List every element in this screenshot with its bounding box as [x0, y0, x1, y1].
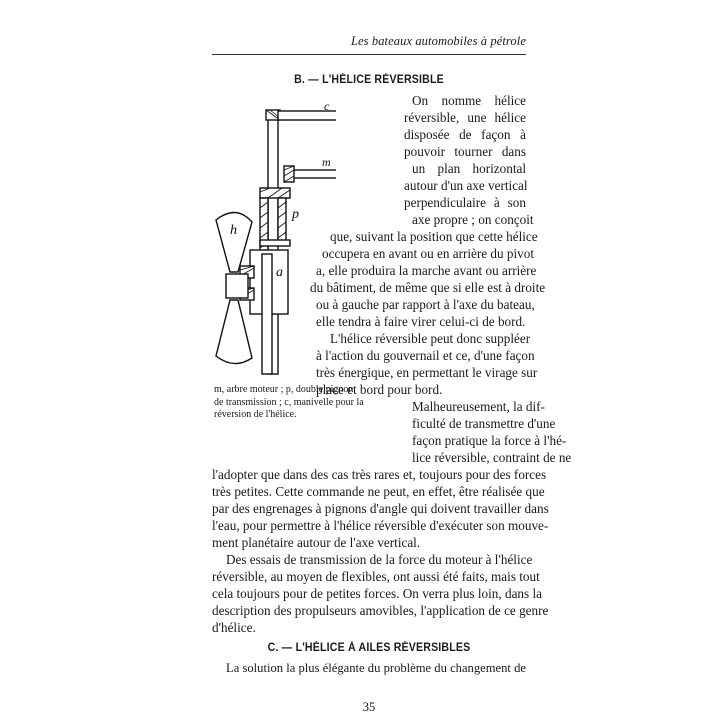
text-line: très énergique, en permettant le virage sur: [316, 365, 538, 380]
text-line: place et bord pour bord.: [316, 382, 443, 397]
figure-label-a: a: [276, 265, 283, 280]
text-line: du bâtiment, de même que si elle est à droite: [310, 280, 546, 295]
text-line: ficulté de transmettre d'une: [412, 416, 556, 431]
text-line: pouvoir tourner dans: [404, 144, 526, 159]
section-c-title: C. — L'HÉLICE À AILES RÉVERSIBLES: [267, 642, 471, 654]
caption-line: m, arbre moteur ; p, double pignon: [214, 384, 354, 395]
text-line: axe propre ; on conçoit: [412, 212, 534, 227]
text-line: ou à gauche par rapport à l'axe du bateau,: [316, 297, 535, 312]
text-line: d'hélice.: [212, 620, 256, 635]
text-line: façon pratique la force à l'hé-: [412, 433, 567, 448]
text-line: occupera en avant ou en arrière du pivot: [322, 246, 534, 261]
text-line: par des engrenages à pignons d'angle qui doivent travailler dans: [212, 501, 549, 516]
figure-caption: [214, 384, 414, 422]
caption-line: de transmission ; c, manivelle pour la: [214, 396, 364, 408]
text-line: l'eau, pour permettre à l'hélice réversible d'exécuter son mouve-: [212, 518, 549, 533]
running-head: Les bateaux automobiles à pétrole: [350, 34, 526, 48]
figure-label-p: p: [292, 207, 299, 222]
text-line: description des propulseurs amovibles, l'application de ce genre: [212, 603, 549, 618]
text-line: La solution la plus élégante du problème du changement de: [226, 661, 526, 675]
section-b-title: B. — L'HÉLICE RÉVERSIBLE: [294, 74, 444, 86]
text-line: ment planétaire autour de l'axe vertical.: [212, 535, 421, 550]
text-line: autour d'un axe vertical: [404, 178, 528, 193]
text-line: cela toujours pour de petites forces. On verra plus loin, dans la: [212, 586, 542, 601]
page-number: 35: [362, 700, 376, 714]
figure-label-m: m: [322, 155, 331, 169]
text-line: perpendiculaire à son: [404, 195, 526, 210]
reversible-propeller-figure: [212, 104, 336, 376]
text-line: L'hélice réversible peut donc suppléer: [330, 331, 531, 346]
text-line: à l'action du gouvernail et ce, d'une façon: [316, 348, 535, 363]
text-line: Malheureusement, la dif-: [412, 399, 545, 414]
text-line: a, elle produira la marche avant ou arrière: [316, 263, 537, 278]
text-line: un plan horizontal: [412, 161, 526, 176]
figure-label-c: c: [324, 104, 330, 113]
text-line: l'adopter que dans des cas très rares et, toujours pour des forces: [212, 467, 547, 482]
text-line: elle tendra à faire virer celui-ci de bord.: [316, 314, 526, 329]
text-line: que, suivant la position que cette hélice: [330, 229, 538, 244]
figure-label-h: h: [230, 223, 237, 238]
text-line: réversible, au moyen de flexibles, ont aussi été faits, mais tout: [212, 569, 540, 584]
text-line: réversible, une hélice: [404, 110, 526, 125]
text-line: On nomme hélice: [412, 93, 526, 108]
caption-line: réversion de l'hélice.: [214, 409, 297, 420]
header-rule: [212, 54, 526, 55]
text-line: Des essais de transmission de la force du moteur à l'hélice: [226, 552, 533, 567]
text-line: très petites. Cette commande ne peut, en effet, être réalisée que: [212, 484, 545, 499]
text-line: lice réversible, contraint de ne: [412, 450, 572, 465]
text-line: disposée de façon à: [404, 127, 526, 142]
